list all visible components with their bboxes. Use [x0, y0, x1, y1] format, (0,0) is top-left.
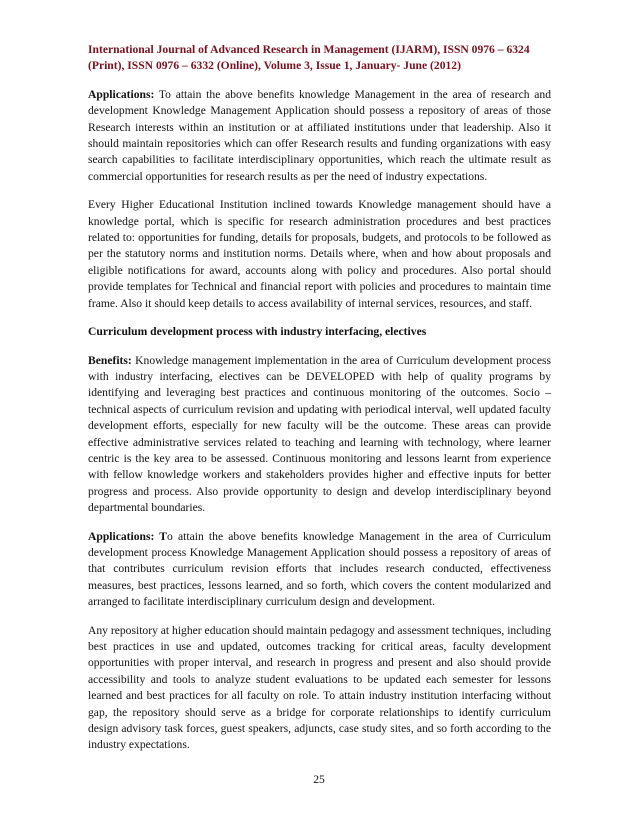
journal-header-line1: International Journal of Advanced Research in Management (IJARM), ISSN 0976 – 6324	[88, 43, 530, 56]
page-number: 25	[313, 773, 325, 786]
paragraph-text: To attain the above benefits knowledge Management in the area of research and development Knowledge Management Application should possess a repository of areas of those Research interests within an institution or at affiliated institutions under that leadership. Also it should maintain repositories which can offer Research results and funding organizations with easy search capabilities to facilitate interdisciplinary opportunities, which reach the ultimate result as commercial opportunities for research results as per the need of industry expectations.	[88, 87, 551, 183]
paragraph-lead: Benefits:	[88, 353, 132, 367]
benefits-paragraph	[88, 353, 551, 517]
section-heading: Curriculum development process with industry interfacing, electives	[88, 325, 427, 339]
journal-header	[88, 42, 551, 75]
paragraph-lead: Applications:	[88, 87, 155, 101]
paragraph-text: o attain the above benefits knowledge Management in the area of Curriculum development process Knowledge Management Application should possess a repository of areas of that contributes curriculum revision efforts that includes research conducted, effectiveness measures, best practices, lessons learned, and so forth, which covers the content modularized and arranged to facilitate interdisciplinary curriculum design and development.	[88, 529, 551, 609]
paragraph-lead: Applications: T	[88, 529, 168, 543]
journal-header-line2: (Print), ISSN 0976 – 6332 (Online), Volume 3, Issue 1, January- June (2012)	[88, 59, 461, 73]
paragraph-text: Knowledge management implementation in the area of Curriculum development process with industry interfacing, electives can be DEVELOPED with help of quality programs by identifying and leveraging best practices and continuous monitoring of the outcomes. Socio – technical aspects of curriculum revision and updating with periodical interval, well updated faculty development efforts, especially for new faculty will be the outcome. These areas can provide effective administrative services related to teaching and learning with technology, where learner centric is the key area to be assessed. Continuous monitoring and lessons learnt from experience with fellow knowledge workers and stakeholders provides higher and effective inputs for better progress and process. Also provide opportunity to design and develop interdisciplinary beyond departmental boundaries.	[88, 353, 551, 515]
page-content	[88, 42, 551, 766]
knowledge-portal-paragraph: Every Higher Educational Institution inclined towards Knowledge management should have a knowledge portal, which is specific for research administration procedures and best practices related to: opportunities for funding, details for proposals, budgets, and protocols to be followed as per the statutory norms and institution norms. Details where, when and how about proposals and eligible notifications for award, accounts along with policy and procedures. Also portal should provide templates for Technical and financial report with policies and procedures to maintain time frame. Also it should keep details to access availability of internal services, resources, and staff.	[88, 198, 551, 310]
applications-curriculum-paragraph	[88, 529, 551, 611]
applications-research-paragraph	[88, 87, 551, 185]
repository-paragraph: Any repository at higher education should maintain pedagogy and assessment techniques, including best practices in use and updated, outcomes tracking for critical areas, faculty development opportunities with proper interval, and research in progress and present and also should provide accessibility and tools to analyze student evaluations to be updated each semester for lessons learned and best practices for all faculty on role. To attain industry institution interfacing without gap, the repository should serve as a bridge for corporate relationships to identify curriculum design advisory task forces, guest speakers, adjuncts, case study sites, and so forth according to the industry expectations.	[88, 623, 552, 752]
